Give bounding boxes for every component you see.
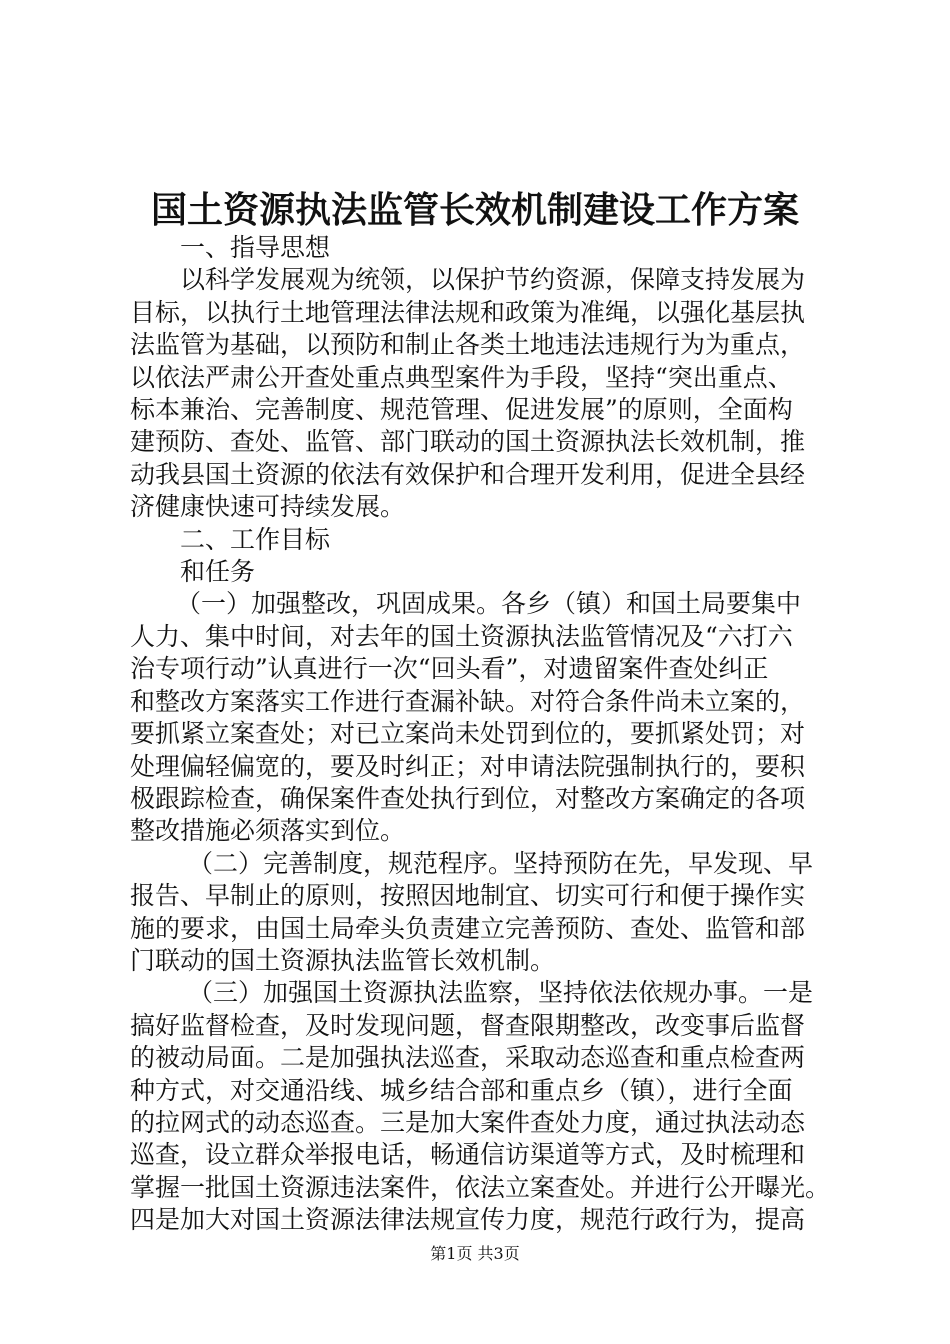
paragraph-line: 治专项行动”认真进行一次“回头看”，对遗留案件查处纠正	[130, 654, 769, 684]
paragraph-line: 四是加大对国土资源法律法规宣传力度，规范行政行为，提高	[130, 1205, 806, 1235]
paragraph-line: 搞好监督检查，及时发现问题，督查限期整改，改变事后监督	[130, 1010, 806, 1040]
paragraph-line: 处理偏轻偏宽的，要及时纠正；对申请法院强制执行的，要积	[130, 751, 806, 781]
paragraph-line: 的拉网式的动态巡查。三是加大案件查处力度，通过执法动态	[130, 1107, 806, 1137]
paragraph-line: 济健康快速可持续发展。	[130, 492, 406, 522]
paragraph-line: 要抓紧立案查处；对已立案尚未处罚到位的，要抓紧处罚；对	[130, 719, 806, 749]
document-title: 国土资源执法监管长效机制建设工作方案	[150, 189, 799, 231]
paragraph-line: 以依法严肃公开查处重点典型案件为手段，坚持“突出重点、	[130, 362, 793, 392]
paragraph-line: 法监管为基础，以预防和制止各类土地违法违规行为为重点，	[130, 330, 806, 360]
paragraph-line: 巡查，设立群众举报电话，畅通信访渠道等方式，及时梳理和	[130, 1140, 806, 1170]
page-number: 第1页 共3页	[430, 1244, 520, 1263]
section-heading: 一、指导思想	[180, 233, 331, 262]
paragraph-line: 施的要求，由国土局牵头负责建立完善预防、查处、监管和部	[130, 913, 806, 943]
paragraph-line: 极跟踪检查，确保案件查处执行到位，对整改方案确定的各项	[130, 783, 806, 813]
paragraph-line: （二）完善制度，规范程序。坚持预防在先，早发现、早	[188, 848, 814, 878]
paragraph-line: 种方式，对交通沿线、城乡结合部和重点乡（镇），进行全面	[130, 1075, 793, 1105]
section-heading: 二、工作目标	[180, 524, 331, 554]
paragraph-line: 以科学发展观为统领，以保护节约资源，保障支持发展为	[180, 265, 806, 295]
paragraph-line: 人力、集中时间，对去年的国土资源执法监管情况及“六打六	[130, 621, 793, 651]
paragraph-line: 整改措施必须落实到位。	[130, 816, 406, 846]
paragraph-line: 标本兼治、完善制度、规范管理、促进发展”的原则，全面构	[130, 395, 793, 425]
paragraph-line: （一）加强整改，巩固成果。各乡（镇）和国土局要集中	[176, 589, 802, 619]
paragraph-line: 报告、早制止的原则，按照因地制宜、切实可行和便于操作实	[130, 881, 806, 911]
paragraph-line: 和整改方案落实工作进行查漏补缺。对符合条件尚未立案的，	[130, 686, 806, 716]
paragraph-line: 的被动局面。二是加强执法巡查，采取动态巡查和重点检查两	[130, 1043, 806, 1073]
section-heading: 和任务	[180, 557, 256, 587]
paragraph-line: 掌握一批国土资源违法案件，依法立案查处。并进行公开曝光。	[130, 1172, 831, 1202]
paragraph-line: 建预防、查处、监管、部门联动的国土资源执法长效机制，推	[130, 427, 806, 457]
paragraph-line: 门联动的国土资源执法监管长效机制。	[130, 945, 556, 975]
paragraph-line: 目标，以执行土地管理法律法规和政策为准绳，以强化基层执	[130, 297, 806, 327]
paragraph-line: （三）加强国土资源执法监察，坚持依法依规办事。一是	[188, 978, 814, 1008]
document-body	[130, 232, 835, 1237]
paragraph-line: 动我县国土资源的依法有效保护和合理开发利用，促进全县经	[130, 459, 806, 489]
